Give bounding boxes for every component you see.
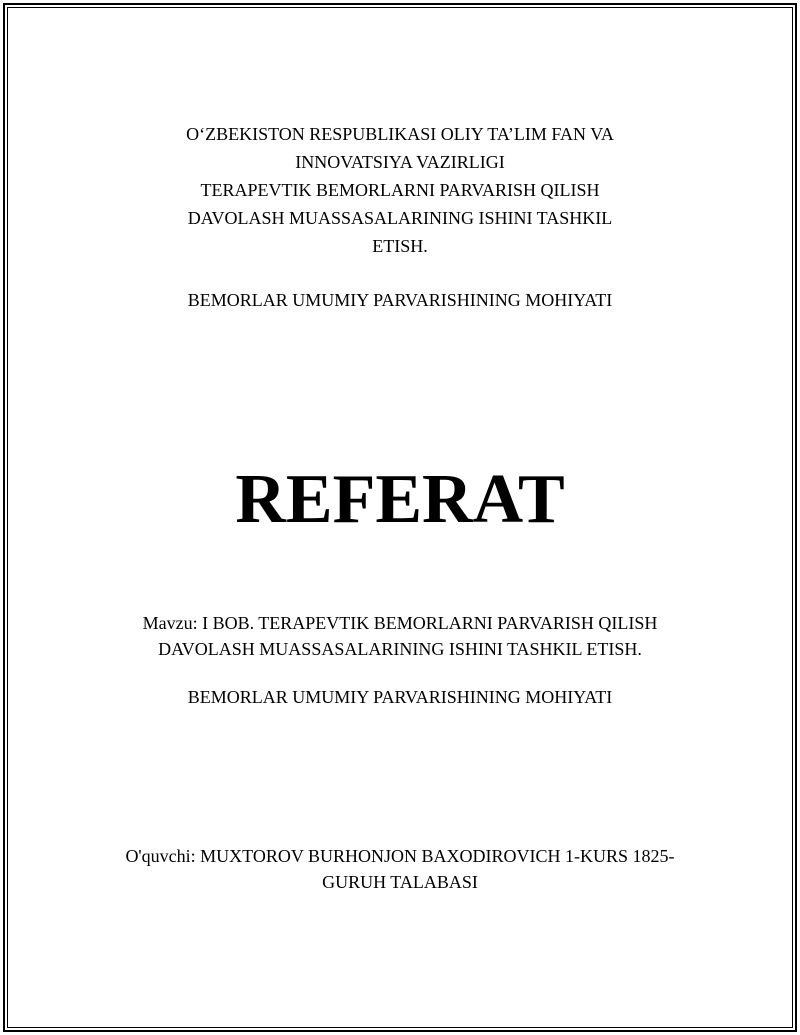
topic-line-2: DAVOLASH MUASSASALARINING ISHINI TASHKIL ETISH. — [158, 639, 642, 659]
header-subtitle: BEMORLAR UMUMIY PARVARISHINING MOHIYATI — [187, 290, 613, 310]
document-title: REFERAT — [235, 461, 565, 538]
student-line-1: O'quvchi: MUXTOROV BURHONJON BAXODIROVICH 1-KURS 1825- — [125, 846, 675, 866]
header-line-4: DAVOLASH MUASSASALARINING ISHINI TASHKIL — [187, 208, 613, 228]
topic-line-1: Mavzu: I BOB. TERAPEVTIK BEMORLARNI PARVARISH QILISH — [142, 613, 658, 633]
header-line-5: ETISH. — [372, 236, 428, 256]
student-line-2: GURUH TALABASI — [322, 872, 478, 892]
header-line-2: INNOVATSIYA VAZIRLIGI — [295, 152, 505, 172]
header-line-3: TERAPEVTIK BEMORLARNI PARVARISH QILISH — [200, 180, 600, 200]
topic-subtitle: BEMORLAR UMUMIY PARVARISHINING MOHIYATI — [187, 687, 613, 707]
header-line-1: O‘ZBEKISTON RESPUBLIKASI OLIY TA’LIM FAN VA — [186, 124, 614, 144]
